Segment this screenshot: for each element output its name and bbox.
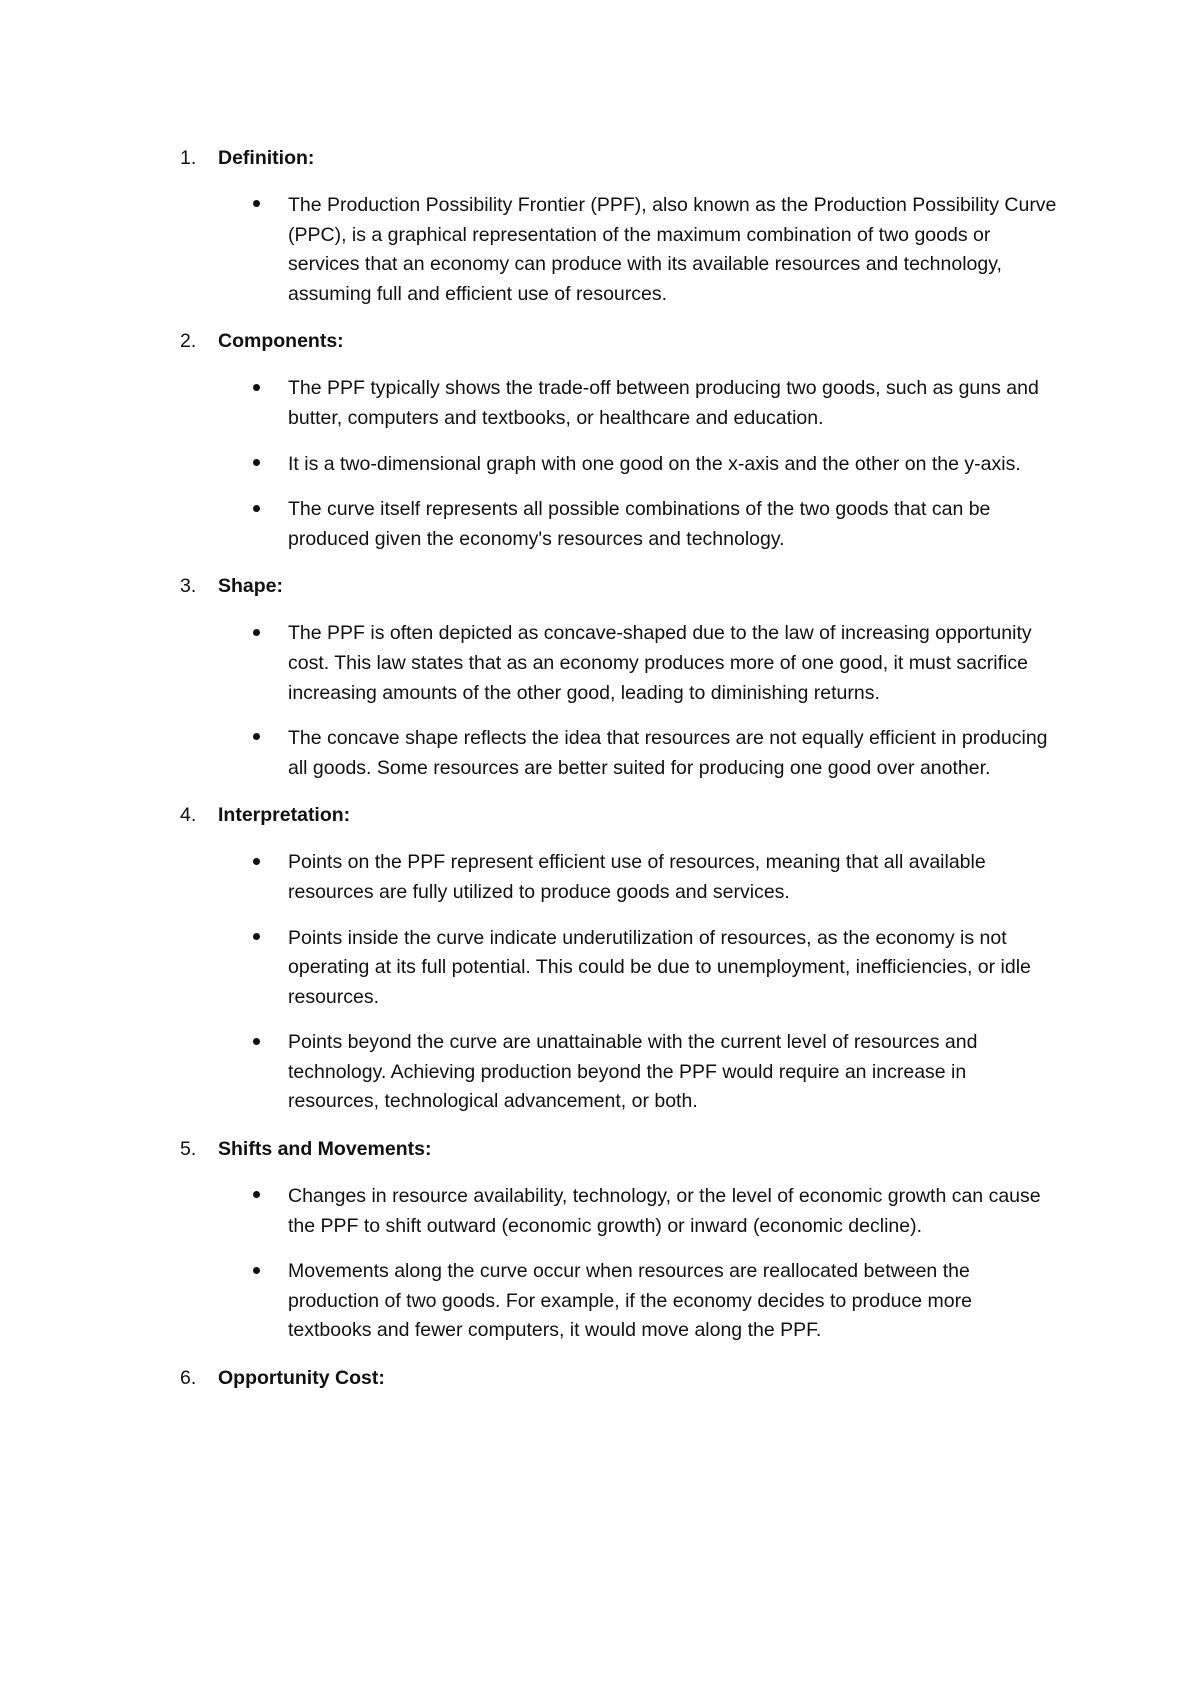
list-item <box>250 924 1060 1013</box>
section-shifts-and-movements <box>180 1134 1060 1346</box>
list-item <box>250 1257 1060 1346</box>
list-item-text: Points beyond the curve are unattainable with the current level of resources and technology. Achieving production beyond the PPF would require an increase in resources, technological advancement, or both. <box>288 1031 978 1113</box>
list-item-text: Movements along the curve occur when resources are reallocated between the production of two goods. For example, if the economy decides to produce more textbooks and fewer computers, it would move along the PPF. <box>288 1260 972 1342</box>
list-item-text: It is a two-dimensional graph with one good on the x-axis and the other on the y-axis. <box>288 452 1021 475</box>
bullet-icon <box>250 1028 288 1058</box>
section-title: Components: <box>218 330 344 353</box>
bullet-icon <box>250 1182 288 1212</box>
section-number: 2. <box>180 330 197 353</box>
section-components <box>180 326 1060 554</box>
section-title: Shape: <box>218 575 284 598</box>
list-item <box>250 848 1060 907</box>
section-heading <box>180 1363 1060 1393</box>
bullet-icon <box>250 450 288 480</box>
list-item-text: The curve itself represents all possible combinations of the two goods that can be produced given the economy's resources and technology. <box>288 498 991 550</box>
bullet-icon <box>250 924 288 954</box>
section-number: 1. <box>180 147 197 169</box>
list-item <box>250 619 1060 708</box>
list-item <box>250 1028 1060 1117</box>
bullet-icon <box>250 724 288 754</box>
list-item-text: Points inside the curve indicate underutilization of resources, as the economy is not operating at its full potential. This could be due to unemployment, inefficiencies, or idle resources. <box>288 926 1031 1008</box>
section-heading <box>180 1134 1060 1164</box>
section-shape <box>180 571 1060 783</box>
bullet-icon <box>250 191 288 221</box>
list-item-text: The concave shape reflects the idea that resources are not equally efficient in producing all goods. Some resources are better suited for producing one good over another. <box>288 727 1048 779</box>
section-heading <box>180 143 1060 173</box>
list-item <box>250 1182 1060 1241</box>
list-item-text: The PPF is often depicted as concave-shaped due to the law of increasing opportunity cost. This law states that as an economy produces more of one good, it must sacrifice increasing amounts of the other good, leading to diminishing returns. <box>288 622 1032 704</box>
section-heading <box>180 800 1060 830</box>
bullet-icon <box>250 619 288 649</box>
section-interpretation <box>180 800 1060 1117</box>
section-number: 3. <box>180 575 197 598</box>
list-item-text: The PPF typically shows the trade-off between producing two goods, such as guns and butter, computers and textbooks, or healthcare and education. <box>288 377 1039 429</box>
section-title: Interpretation: <box>218 804 351 827</box>
section-number: 6. <box>180 1367 197 1390</box>
list-item <box>250 495 1060 554</box>
section-number: 4. <box>180 804 197 827</box>
section-heading <box>180 571 1060 601</box>
list-item <box>250 724 1060 783</box>
section-number: 5. <box>180 1138 197 1161</box>
list-item <box>250 191 1060 309</box>
document-body <box>180 143 1060 1411</box>
list-item <box>250 450 1060 480</box>
list-item <box>250 374 1060 433</box>
section-opportunity-cost <box>180 1363 1060 1393</box>
section-title: Shifts and Movements: <box>218 1138 432 1161</box>
bullet-icon <box>250 495 288 525</box>
section-title: Opportunity Cost: <box>218 1367 385 1390</box>
list-item-text: The Production Possibility Frontier (PPF), also known as the Production Possibility Curve (PPC), is a graphical representation of the maximum combination of two goods or services that an economy can produce with its available resources and technology, assuming full and efficient use of resources. <box>288 194 1057 305</box>
list-item-text: Changes in resource availability, technology, or the level of economic growth can cause the PPF to shift outward (economic growth) or inward (economic decline). <box>288 1185 1041 1237</box>
section-title: Definition: <box>218 147 315 169</box>
list-item-text: Points on the PPF represent efficient use of resources, meaning that all available resources are fully utilized to produce goods and services. <box>288 851 986 903</box>
section-definition <box>180 143 1060 309</box>
section-heading <box>180 326 1060 356</box>
bullet-icon <box>250 848 288 878</box>
bullet-icon <box>250 1257 288 1287</box>
bullet-icon <box>250 374 288 404</box>
